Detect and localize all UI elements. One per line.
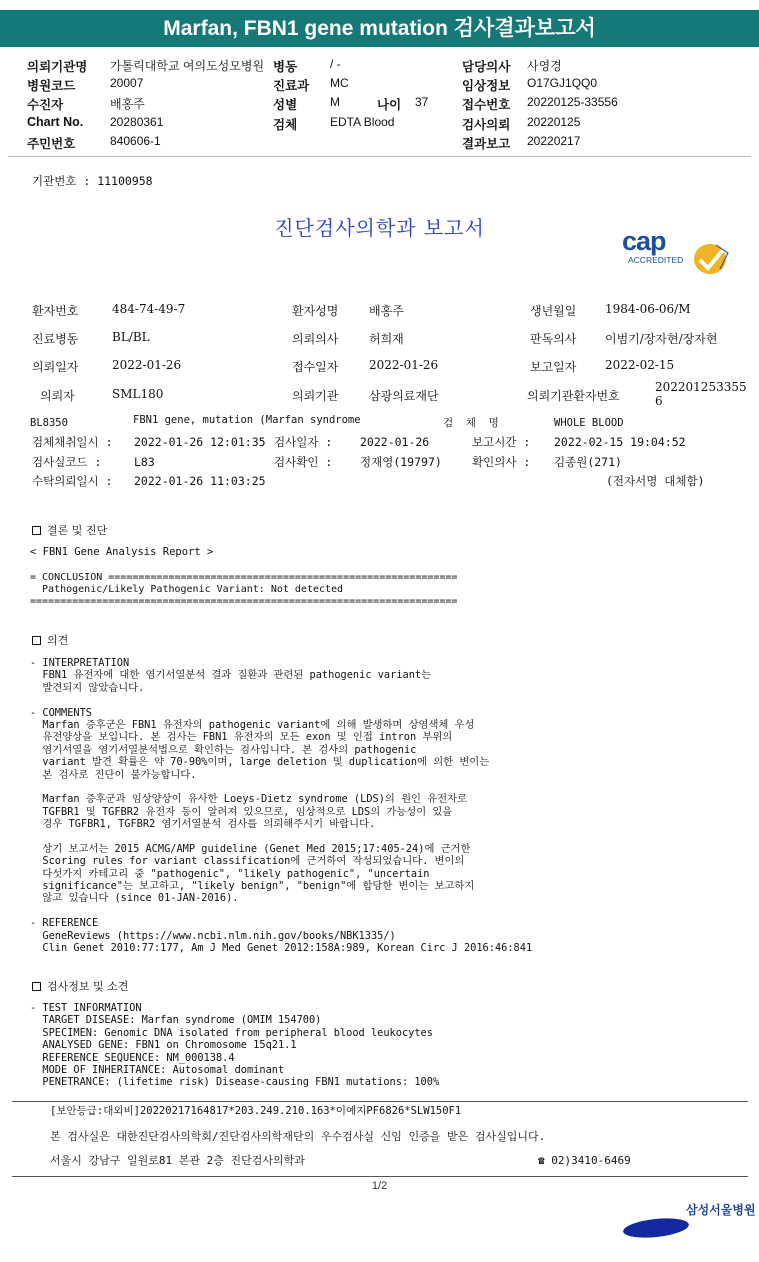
conclusion-line: = CONCLUSION ========================================================== [30, 572, 458, 583]
hospital-name: 삼성서울병원 [686, 1203, 756, 1217]
report-text-line: REFERENCE SEQUENCE: NM_000138.4 [30, 1051, 235, 1064]
label-examinee: 수진자 [27, 98, 64, 112]
label-specimen: 검체 [273, 118, 298, 132]
square-bullet-icon [32, 982, 41, 991]
report-text-line: significance"는 보고하고, "likely benign", "benign"에 합당한 변이는 보고하지 [30, 880, 475, 893]
report-text-line: 경우 TGFBR1, TGFBR2 염기서열분석 검사를 의뢰해주시기 바랍니다. [30, 818, 376, 831]
label-accession: 접수번호 [462, 98, 511, 112]
cap-logo-subtext: ACCREDITED [628, 255, 684, 265]
header-divider [8, 156, 751, 157]
value-patient-name: 배홍주 [369, 304, 404, 318]
section-opinion-title: 의견 [47, 634, 69, 647]
report-text-line [30, 905, 532, 917]
label-result-report: 결과보고 [462, 137, 511, 151]
label-confirm-doctor: 확인의사 : [472, 455, 531, 469]
report-text-line: 않고 있습니다 (since 01-JAN-2016). [30, 892, 239, 905]
report-text-line: 유전양상을 보입니다. 본 검사는 FBN1 유전자의 모든 exon 및 인접 intron 부위의 [30, 731, 453, 744]
label-doctor: 담당의사 [462, 60, 511, 74]
lab-address: 서울시 강남구 일원로81 본관 2층 진단검사의학과 [50, 1154, 305, 1167]
certification-note: 본 검사실은 대한진단검사의학회/진단검사의학재단의 우수검사실 신임 인증을 받은 검사실입니다. [50, 1130, 546, 1143]
value-patient-no: 484-74-49-7 [112, 302, 186, 316]
security-level: [보안등급:대외비]20220217164817*203.249.210.163*이예지PF6826*SLW150F1 [50, 1105, 462, 1117]
conclusion-line: ======================================================================= [30, 596, 458, 607]
footer-divider-bottom [12, 1176, 748, 1177]
test-name: FBN1 gene, mutation (Marfan syndrome [133, 414, 361, 426]
value-chart-no: 20280361 [110, 115, 164, 129]
label-report-date: 보고일자 [530, 360, 577, 374]
value-request-date: 20220125 [527, 115, 581, 129]
report-text-line: MODE OF INHERITANCE: Autosomal dominant [30, 1063, 285, 1076]
value-accession: 20220125-33556 [527, 95, 618, 109]
section-testinfo-heading [32, 978, 128, 994]
value-examinee: 배홍주 [110, 97, 145, 111]
label-receipt-date: 접수일자 [292, 360, 339, 374]
report-text-line: Scoring rules for variant classification에 근거하여 작성되었습니다. 변이의 [30, 855, 465, 868]
square-bullet-icon [32, 636, 41, 645]
report-text-line: Clin Genet 2010:77:177, Am J Med Genet 2012:158A:989, Korean Circ J 2016:46:841 [30, 941, 533, 954]
value-sex: M [330, 95, 340, 109]
label-patient-name: 환자성명 [292, 304, 339, 318]
section-testinfo-title: 검사정보 및 소견 [47, 980, 129, 993]
value-report-time: 2022-02-15 19:04:52 [554, 435, 686, 449]
value-hospital-code: 20007 [110, 76, 144, 90]
label-test-date: 검사일자 : [274, 435, 333, 449]
label-requester: 의뢰자 [40, 389, 75, 403]
label-org-patient-no: 의뢰기관환자번호 [527, 389, 620, 403]
value-result-report: 20220217 [527, 134, 581, 148]
report-text-line: - INTERPRETATION [30, 657, 130, 669]
label-requesting-doctor: 의뢰의사 [292, 332, 339, 346]
report-text-line: 발견되지 않았습니다. [30, 681, 145, 694]
value-requester: SML180 [112, 387, 164, 401]
section-conclusion-heading [32, 522, 107, 538]
footer-divider-top [12, 1101, 748, 1102]
section-opinion-heading [32, 632, 68, 648]
cap-logo-text: cap [622, 226, 666, 256]
value-reading-doctor: 이범기/장자현/장자현 [605, 332, 718, 346]
square-bullet-icon [32, 526, 41, 535]
report-text-line: 상기 보고서는 2015 ACMG/AMP guideline (Genet Med 2015;17:405-24)에 근거한 [30, 842, 471, 855]
label-requesting-org: 의뢰기관 [292, 389, 339, 403]
report-text-line: - REFERENCE [30, 917, 99, 930]
value-requesting-doctor: 허희재 [369, 332, 404, 346]
report-heading: 진단검사의학과 보고서 [274, 216, 485, 240]
value-institution: 가톨릭대학교 여의도성모병원 [110, 59, 265, 73]
label-request-date2: 의뢰일자 [32, 360, 79, 374]
value-age: 37 [415, 95, 429, 109]
gene-report-title: < FBN1 Gene Analysis Report > [30, 546, 214, 558]
value-ward: / - [330, 57, 341, 71]
samsung-ellipse-icon [622, 1217, 690, 1239]
label-lab-code: 검사실코드 : [32, 455, 102, 469]
report-text-line [30, 830, 532, 842]
report-text-line: SPECIMEN: Genomic DNA isolated from peripheral blood leukocytes [30, 1026, 433, 1039]
report-text-line [30, 781, 532, 793]
report-text-line: 염기서열을 염기서열분석법으로 확인하는 검사입니다. 본 검사의 pathogenic [30, 743, 417, 756]
report-text-line: TGFBR1 및 TGFBR2 유전자 등이 알려져 있으므로, 임상적으로 LDS의 가능성이 있을 [30, 805, 453, 818]
value-test-confirm: 정재영(19797) [360, 455, 442, 469]
value-test-date: 2022-01-26 [360, 435, 430, 449]
value-receipt-date: 2022-01-26 [369, 358, 439, 372]
value-ward2: BL/BL [112, 330, 150, 344]
opinion-block [30, 657, 532, 954]
value-consign-time: 2022-01-26 11:03:25 [134, 474, 266, 488]
label-test-confirm: 검사확인 : [274, 455, 333, 469]
report-text-line: 다섯가지 카테고리 중 "pathogenic", "likely pathogenic", "uncertain [30, 867, 430, 880]
report-text-line [30, 694, 532, 706]
label-ward2: 진료병동 [32, 332, 79, 346]
label-birthdate: 생년월일 [530, 304, 577, 318]
label-institution: 의뢰기관명 [27, 60, 88, 74]
cap-accredited-logo [620, 220, 725, 268]
institution-number: 기관번호 : 11100958 [32, 174, 153, 188]
report-text-line: - TEST INFORMATION [30, 1002, 142, 1014]
conclusion-block [30, 572, 457, 608]
label-reading-doctor: 판독의사 [530, 332, 577, 346]
report-text-line: 본 검사로 진단이 불가능합니다. [30, 768, 197, 781]
samsung-logo-text: SAMSUNG [621, 1203, 671, 1213]
value-doctor: 사영경 [527, 59, 562, 73]
specimen-label: 검 체 명 [443, 417, 499, 429]
value-org-patient-no-2: 6 [655, 394, 663, 408]
report-text-line: ANALYSED GENE: FBN1 on Chromosome 15q21.1 [30, 1039, 297, 1052]
report-text-line: GeneReviews (https://www.ncbi.nlm.nih.gov/books/NBK1335/) [30, 929, 396, 942]
label-report-time: 보고시간 : [472, 435, 531, 449]
report-text-line: TARGET DISEASE: Marfan syndrome (OMIM 154700) [30, 1014, 322, 1027]
report-title-bar: Marfan, FBN1 gene mutation 검사결과보고서 [0, 10, 759, 47]
value-department: MC [330, 76, 349, 90]
label-sex: 성별 [273, 98, 298, 112]
value-request-date2: 2022-01-26 [112, 358, 182, 372]
label-age: 나이 [377, 98, 402, 112]
lab-phone: ☎ 02)3410-6469 [538, 1154, 631, 1167]
samsung-logo [612, 1198, 680, 1220]
report-text-line: - COMMENTS [30, 706, 92, 719]
label-resident-no: 주민번호 [27, 137, 76, 151]
value-confirm-doctor: 김종원(271) [554, 455, 622, 469]
report-text-line: FBN1 유전자에 대한 염기서열분석 결과 질환과 관련된 pathogenic variant는 [30, 669, 432, 682]
report-text-line: Marfan 증후군과 임상양상이 유사한 Loeys-Dietz syndrome (LDS)의 원인 유전자로 [30, 793, 467, 806]
report-text-line: PENETRANCE: (lifetime risk) Disease-causing FBN1 mutations: 100% [30, 1076, 440, 1089]
value-report-date: 2022-02-15 [605, 358, 675, 372]
conclusion-line: Pathogenic/Likely Pathogenic Variant: Not detected [30, 584, 344, 595]
section-conclusion-title: 결론 및 진단 [47, 524, 108, 537]
report-text-line: Marfan 증후군은 FBN1 유전자의 pathogenic variant에 의해 발생하며 상염색체 우성 [30, 718, 475, 731]
label-department: 진료과 [273, 79, 310, 93]
test-code: BL8350 [30, 417, 68, 429]
value-clinical-info: O17GJ1QQ0 [527, 76, 598, 90]
specimen-value: WHOLE BLOOD [554, 417, 624, 429]
label-chart-no: Chart No. [27, 115, 84, 129]
report-text-line: variant 발견 확률은 약 70-90%이며, large deletion 및 duplication에 의한 변이는 [30, 756, 490, 769]
value-lab-code: L83 [134, 455, 155, 469]
label-consign-time: 수탁의뢰일시 : [32, 474, 113, 488]
value-collection-time: 2022-01-26 12:01:35 [134, 435, 266, 449]
label-request-date: 검사의뢰 [462, 118, 511, 132]
testinfo-block [30, 1002, 439, 1089]
label-clinical-info: 임상정보 [462, 79, 511, 93]
label-patient-no: 환자번호 [32, 304, 79, 318]
label-collection-time: 검체채취일시 : [32, 435, 113, 449]
label-hospital-code: 병원코드 [27, 79, 76, 93]
value-birthdate: 1984-06-06/M [605, 302, 691, 316]
value-specimen: EDTA Blood [330, 115, 395, 129]
label-ward: 병동 [273, 60, 298, 74]
value-org-patient-no-1: 202201253355 [655, 380, 747, 394]
value-requesting-org: 삼광의료재단 [369, 389, 439, 403]
page-number: 1/2 [371, 1180, 388, 1192]
value-resident-no: 840606-1 [110, 134, 161, 148]
e-signature-note: (전자서명 대체함) [606, 474, 705, 488]
